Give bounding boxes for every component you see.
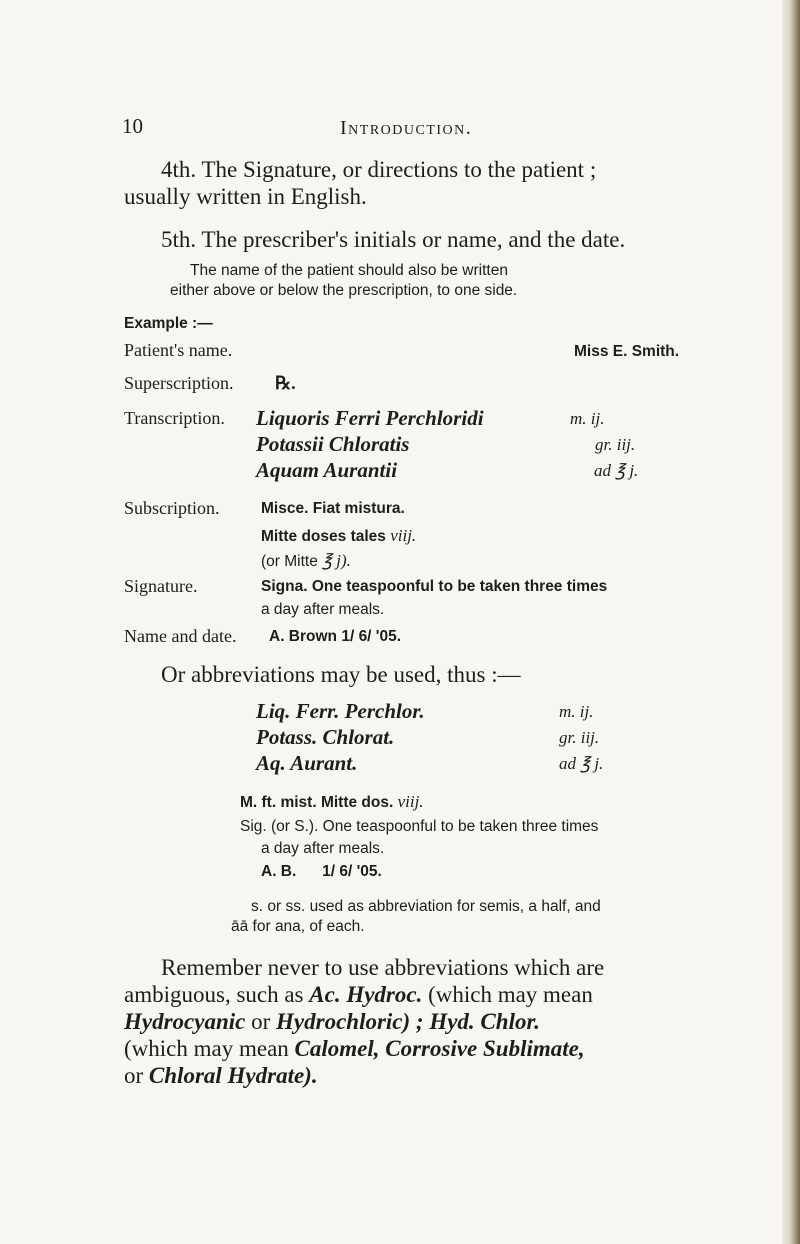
subscription-line-2: Mitte doses tales viij. — [261, 526, 417, 545]
transcription-qty-1: m. ij. — [570, 409, 605, 428]
subscription-label: Subscription. — [124, 498, 220, 518]
abbrev-qty-2: gr. iij. — [559, 728, 600, 747]
page-number: 10 — [122, 114, 143, 138]
signature-line-1: Signa. One teaspoonful to be taken three times — [261, 578, 608, 595]
name-date-value: A. Brown 1/ 6/ '05. — [269, 628, 402, 645]
abbrev-initials: A. B. 1/ 6/ '05. — [261, 863, 382, 880]
signature-paragraph-line-1: 4th. The Signature, or directions to the patient ; — [161, 157, 597, 182]
signature-paragraph-line-2: usually written in English. — [124, 184, 367, 209]
patient-name-note-line-1: The name of the patient should also be written — [190, 262, 508, 279]
transcription-qty-3: ad ℥ j. — [594, 461, 639, 480]
abbrev-drug-2: Potass. Chlorat. — [256, 725, 395, 749]
remember-line-4: (which may mean Calomel, Corrosive Sublimate, — [124, 1036, 585, 1061]
abbrev-qty-3: ad ℥ j. — [559, 754, 604, 773]
signature-line-2: a day after meals. — [261, 601, 385, 618]
recipe-symbol: ℞. — [275, 373, 296, 393]
transcription-drug-2: Potassii Chloratis — [256, 432, 410, 456]
example-heading: Example :— — [124, 315, 213, 332]
abbrev-drug-3: Aq. Aurant. — [256, 751, 358, 775]
abbrev-qty-1: m. ij. — [559, 702, 594, 721]
abbrev-sig-line-1: Sig. (or S.). One teaspoonful to be taken three times — [240, 818, 599, 835]
page-edge-binding — [782, 0, 800, 1244]
abbrev-note-line-2: āā for ana, of each. — [231, 918, 365, 935]
remember-line-1: Remember never to use abbreviations which are — [161, 955, 605, 980]
name-date-label: Name and date. — [124, 626, 237, 646]
transcription-drug-3: Aquam Aurantii — [256, 458, 398, 482]
abbrev-drug-1: Liq. Ferr. Perchlor. — [256, 699, 425, 723]
abbrev-mist-line: M. ft. mist. Mitte dos. viij. — [240, 792, 424, 811]
abbrev-note-line-1: s. or ss. used as abbreviation for semis, a half, and — [251, 898, 601, 915]
signature-label: Signature. — [124, 576, 198, 596]
transcription-label: Transcription. — [124, 408, 225, 428]
transcription-qty-2: gr. iij. — [595, 435, 636, 454]
patient-value: Miss E. Smith. — [574, 343, 680, 360]
patient-name-note-line-2: either above or below the prescription, to one side. — [170, 282, 518, 299]
patient-label: Patient's name. — [124, 340, 233, 360]
transcription-drug-1: Liquoris Ferri Perchloridi — [256, 406, 484, 430]
superscription-label: Superscription. — [124, 373, 234, 393]
subscription-line-1: Misce. Fiat mistura. — [261, 500, 405, 517]
prescriber-paragraph: 5th. The prescriber's initials or name, and the date. — [161, 227, 626, 252]
remember-line-3: Hydrocyanic or Hydrochloric) ; Hyd. Chlor. — [124, 1009, 540, 1034]
abbreviations-intro: Or abbreviations may be used, thus :— — [161, 662, 521, 687]
running-title: Introduction. — [340, 117, 473, 139]
subscription-line-3: (or Mitte ℥ j). — [261, 551, 351, 570]
remember-line-2: ambiguous, such as Ac. Hydroc. (which may mean — [124, 982, 593, 1007]
abbrev-sig-line-2: a day after meals. — [261, 840, 385, 857]
remember-line-5: or Chloral Hydrate). — [124, 1063, 318, 1088]
